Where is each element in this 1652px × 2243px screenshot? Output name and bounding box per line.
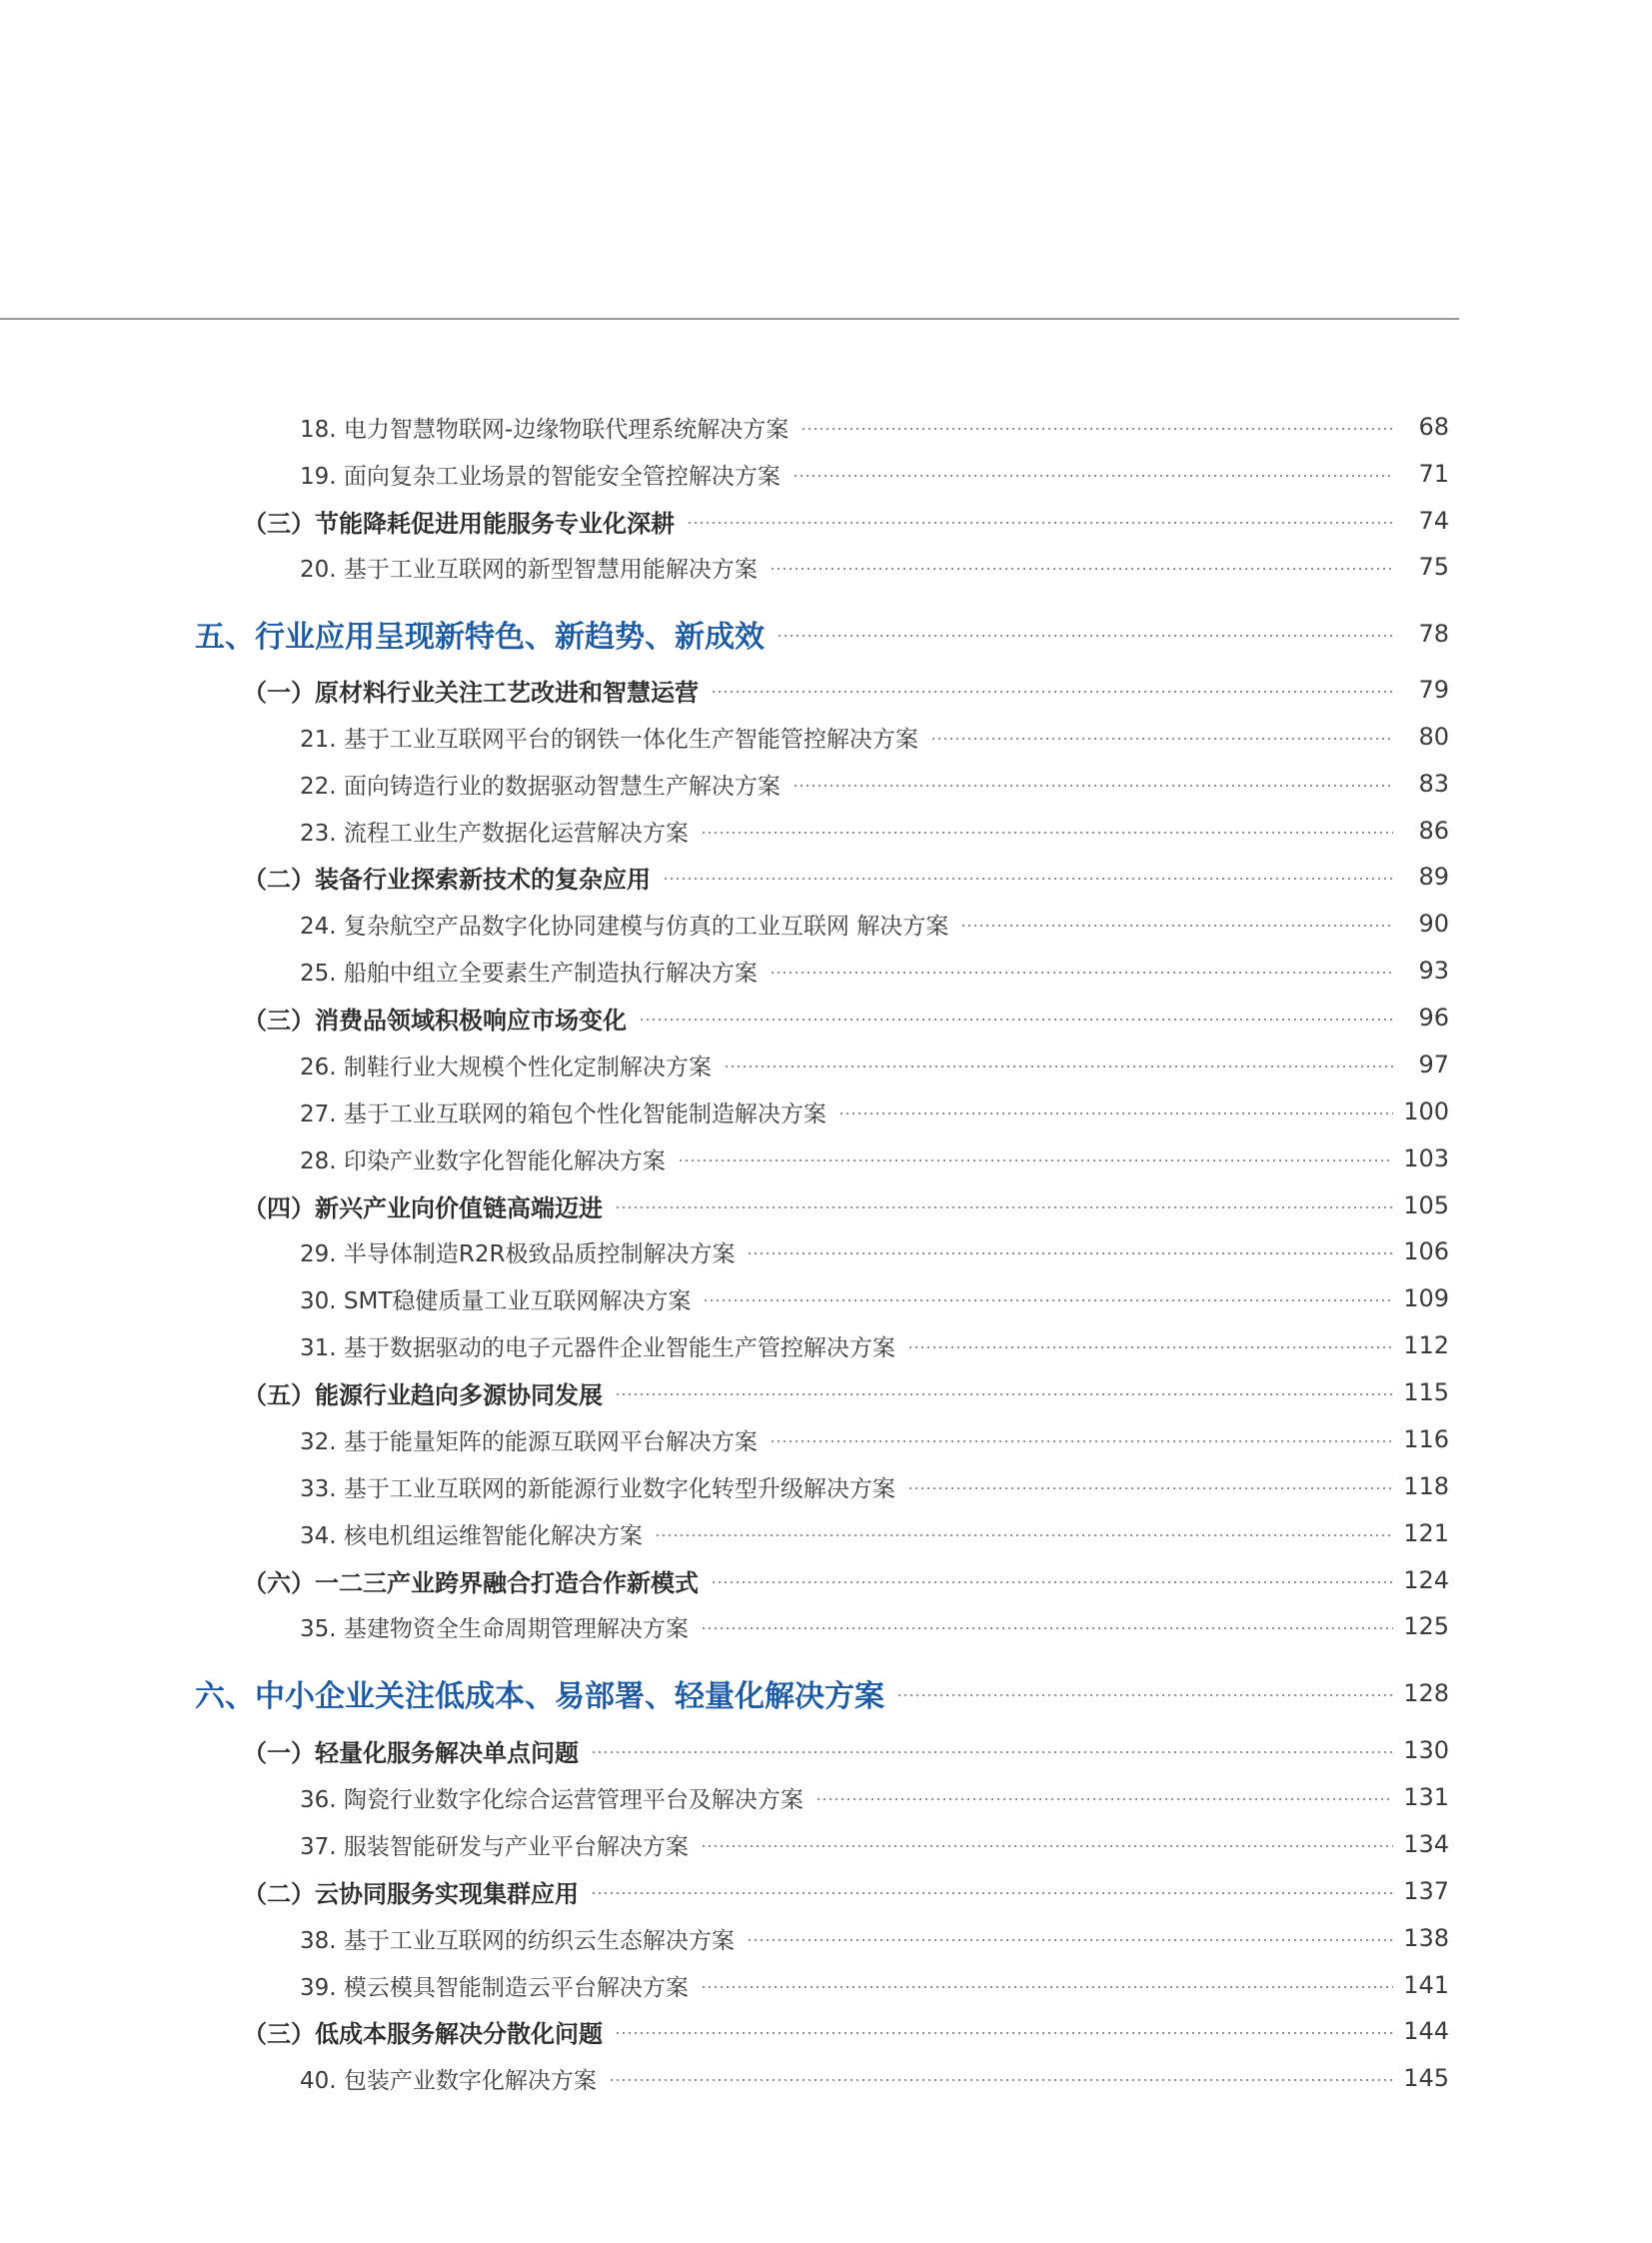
toc-item-entry[interactable] [300,2058,1449,2098]
toc-item-entry[interactable] [300,454,1449,494]
dot-leader [930,738,1393,740]
toc-entry-title: 27. 基于工业互联网的箱包个性化智能制造解决方案 [300,1101,826,1127]
dot-leader [609,2079,1393,2081]
dot-leader [801,428,1393,430]
toc-page-number: 86 [1418,817,1449,845]
toc-entry-title: 五、行业应用呈现新特色、新趋势、新成效 [195,620,765,655]
toc-item-entry[interactable] [300,1278,1449,1318]
toc-page-number: 141 [1403,1971,1449,1999]
dot-leader [701,1986,1393,1988]
toc-entry-title: 21. 基于工业互联网平台的钢铁一体化生产智能管控解决方案 [300,726,918,753]
toc-page-number: 115 [1403,1378,1449,1406]
toc-entry-title: 34. 核电机组运维智能化解决方案 [300,1522,643,1549]
toc-section-entry[interactable] [243,857,1449,897]
toc-entry-title: （三）节能降耗促进用能服务专业化深耕 [243,509,675,538]
toc-entry-title: （六）一二三产业跨界融合打造合作新模式 [243,1568,699,1597]
toc-item-entry[interactable] [300,1513,1449,1553]
toc-page-number: 78 [1418,620,1449,648]
toc-page-number: 106 [1403,1237,1449,1265]
toc-item-entry[interactable] [300,764,1449,804]
toc-item-entry[interactable] [300,1045,1449,1085]
toc-page-number: 121 [1403,1519,1449,1547]
toc-page-number: 96 [1418,1004,1449,1032]
dot-leader [747,1939,1393,1941]
toc-page-number: 134 [1403,1830,1449,1858]
toc-entry-title: 40. 包装产业数字化解决方案 [300,2067,597,2094]
toc-page-number: 89 [1418,863,1449,891]
toc-entry-title: 36. 陶瓷行业数字化综合运营管理平台及解决方案 [300,1786,804,1813]
toc-section-entry[interactable] [243,998,1449,1038]
toc-entry-title: 六、中小企业关注低成本、易部署、轻量化解决方案 [195,1679,884,1714]
toc-page-number: 79 [1418,676,1449,704]
toc-item-entry[interactable] [300,1466,1449,1506]
dot-leader [678,1159,1393,1161]
toc-chapter-entry[interactable] [195,1673,1449,1713]
dot-leader [777,635,1393,637]
toc-page-number: 128 [1403,1679,1449,1707]
dot-leader [816,1798,1393,1800]
toc-item-entry[interactable] [300,1231,1449,1271]
toc-entry-title: 18. 电力智慧物联网-边缘物联代理系统解决方案 [300,416,790,443]
toc-entry-title: 26. 制鞋行业大规模个性化定制解决方案 [300,1054,712,1081]
toc-item-entry[interactable] [300,1325,1449,1365]
toc-entry-title: 39. 模云模具智能制造云平台解决方案 [300,1974,689,2001]
toc-entry-title: 29. 半导体制造R2R极致品质控制解决方案 [300,1240,736,1267]
toc-entry-title: 30. SMT稳健质量工业互联网解决方案 [300,1287,692,1314]
toc-page-number: 137 [1403,1877,1449,1905]
toc-page-number: 138 [1403,1924,1449,1952]
toc-page-number: 144 [1403,2017,1449,2045]
dot-leader [701,1627,1393,1629]
toc-page-number: 105 [1403,1191,1449,1219]
toc-entry-title: （一）原材料行业关注工艺改进和智慧运营 [243,678,699,707]
toc-page-number: 109 [1403,1284,1449,1312]
toc-page-number: 130 [1403,1736,1449,1764]
dot-leader [701,1845,1393,1847]
toc-section-entry[interactable] [243,1185,1449,1225]
toc-section-entry[interactable] [243,501,1449,541]
dot-leader [655,1534,1393,1536]
toc-page-number: 118 [1403,1472,1449,1500]
dot-leader [663,878,1393,880]
toc-entry-title: 25. 船舶中组立全要素生产制造执行解决方案 [300,960,758,987]
toc-entry-title: 22. 面向铸造行业的数据驱动智慧生产解决方案 [300,773,781,800]
toc-section-entry[interactable] [243,1871,1449,1911]
toc-section-entry[interactable] [243,1560,1449,1600]
dot-leader [591,1892,1393,1894]
toc-page-number: 124 [1403,1566,1449,1594]
toc-page-number: 80 [1418,723,1449,751]
dot-leader [615,1206,1393,1208]
toc-entry-title: （一）轻量化服务解决单点问题 [243,1738,579,1767]
toc-page-number: 125 [1403,1612,1449,1640]
toc-item-entry[interactable] [300,811,1449,851]
toc-page-number: 74 [1418,507,1449,535]
toc-entry-title: 28. 印染产业数字化智能化解决方案 [300,1147,666,1174]
dot-leader [703,1299,1393,1301]
dot-leader [770,568,1393,570]
toc-page-number: 90 [1418,910,1449,938]
toc-entry-title: 20. 基于工业互联网的新型智慧用能解决方案 [300,556,758,583]
toc-entry-title: （五）能源行业趋向多源协同发展 [243,1380,603,1409]
dot-leader [711,1581,1393,1583]
toc-section-entry[interactable] [243,670,1449,710]
toc-page-number: 116 [1403,1425,1449,1453]
toc-page-number: 83 [1418,770,1449,798]
toc-page-number: 112 [1403,1331,1449,1359]
toc-entry-title: 32. 基于能量矩阵的能源互联网平台解决方案 [300,1428,758,1455]
toc-entry-title: （三）低成本服务解决分散化问题 [243,2019,603,2048]
dot-leader [639,1019,1393,1021]
toc-entry-title: （二）装备行业探索新技术的复杂应用 [243,865,651,894]
toc-page-number: 103 [1403,1144,1449,1172]
dot-leader [770,1440,1393,1442]
toc-entry-title: 33. 基于工业互联网的新能源行业数字化转型升级解决方案 [300,1475,895,1502]
dot-leader [838,1113,1393,1115]
dot-leader [907,1487,1393,1489]
toc-item-entry[interactable] [300,1138,1449,1178]
toc-page-number: 131 [1403,1783,1449,1811]
toc-entry-title: 38. 基于工业互联网的纺织云生态解决方案 [300,1927,735,1954]
toc-item-entry[interactable] [300,1606,1449,1646]
dot-leader [896,1694,1393,1696]
dot-leader [724,1066,1393,1068]
toc-page-number: 145 [1403,2064,1449,2092]
dot-leader [591,1751,1393,1753]
toc-page-number: 100 [1403,1098,1449,1125]
dot-leader [960,925,1393,927]
toc-item-entry[interactable] [300,717,1449,757]
dot-leader [770,972,1393,974]
dot-leader [615,1393,1393,1395]
toc-entry-title: 31. 基于数据驱动的电子元器件企业智能生产管控解决方案 [300,1334,895,1361]
dot-leader [701,832,1393,834]
toc-entry-title: 19. 面向复杂工业场景的智能安全管控解决方案 [300,463,781,490]
toc-item-entry[interactable] [300,1965,1449,2005]
toc-item-entry[interactable] [300,904,1449,944]
toc-item-entry[interactable] [300,1918,1449,1958]
toc-item-entry[interactable] [300,1092,1449,1131]
toc-section-entry[interactable] [243,1372,1449,1412]
toc-entry-title: 35. 基建物资全生命周期管理解决方案 [300,1615,689,1642]
toc-entry-title: （四）新兴产业向价值链高端迈进 [243,1193,603,1222]
dot-leader [747,1252,1393,1254]
dot-leader [907,1346,1393,1348]
dot-leader [793,475,1393,477]
toc-section-entry[interactable] [243,2011,1449,2051]
dot-leader [687,522,1393,524]
toc-page-number: 75 [1418,553,1449,581]
dot-leader [793,785,1393,787]
toc-item-entry[interactable] [300,1824,1449,1864]
toc-entry-title: （三）消费品领域积极响应市场变化 [243,1006,627,1035]
dot-leader [711,691,1393,693]
toc-item-entry[interactable] [300,407,1449,447]
toc-item-entry[interactable] [300,1777,1449,1817]
toc-item-entry[interactable] [300,1419,1449,1459]
toc-entry-title: 24. 复杂航空产品数字化协同建模与仿真的工业互联网 解决方案 [300,913,949,940]
dot-leader [615,2032,1393,2034]
toc-entry-title: 37. 服装智能研发与产业平台解决方案 [300,1833,689,1860]
toc-entry-title: （二）云协同服务实现集群应用 [243,1879,579,1908]
toc-entry-title: 23. 流程工业生产数据化运营解决方案 [300,820,689,847]
toc-page-number: 68 [1418,413,1449,441]
toc-page-number: 93 [1418,957,1449,985]
toc-item-entry[interactable] [300,951,1449,991]
toc-item-entry[interactable] [300,547,1449,587]
toc-section-entry[interactable] [243,1730,1449,1770]
toc-chapter-entry[interactable] [195,614,1449,654]
toc-page-number: 71 [1418,460,1449,488]
toc-page-number: 97 [1418,1051,1449,1079]
